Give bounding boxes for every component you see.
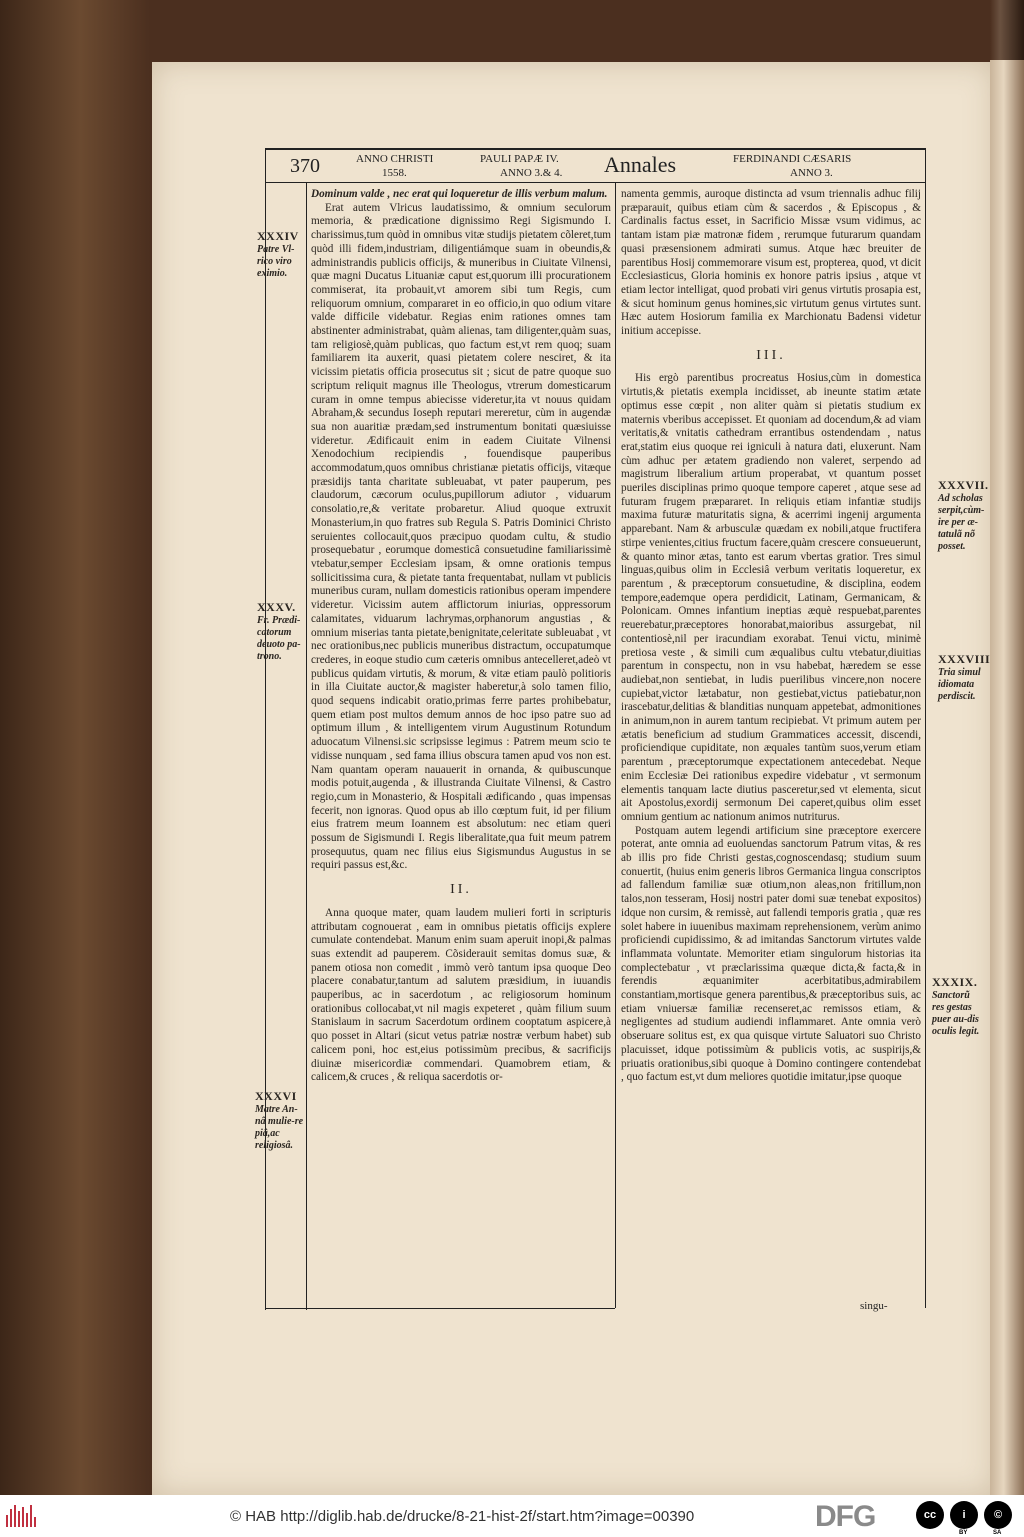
by-icon: i xyxy=(950,1501,978,1529)
paragraph-reading-saints: Postquam autem legendi artificium sine præceptore exercere poterat, ante omnia ad euoluendas sanctorum Patrum vitas, & res ab illis pro fide Christi gestas,cognoscendasq; studium suum conuertit, (huius enim generis libros Germanica lingua conscriptos ad fallendum familiæ suæ otium,non aleas,non fritillum,non talos,non tesseram, Hosij nostri pater domi suæ tenebat expositos) idque non cursim, & remissè, aut fallendi temporis gratia , quæ res solet habere in iuuenibus maximam reprehensionem, verùm animo proficiendi cupidissimo, & ad imitandas Sanctorum virtutes valde inflammata voluntate. Memoriter etiam singulorum historias ita complectebatur , vt præclarissima quæque dicta,& facta,& in ferendis æquanimiter acerbitatibus,admirabilem constantiam,mortisque genera parentibus,& præceptoribus suis, ac etiam vniuersæ familiæ recenseret,ac remissos etiam, & negligentes ad studium audiendi inflammaret. Ante omnia verò obseruare solitus est, ex qua quisque virtute Saluatori suo Christo placuisset, idque potissimùm & publicis votis, ac suspirijs,& priuatis orationibus,sibi quoque à Domino contingere contendebat , quo factum est,vt dum meliores quotidie imitatur,ipse quoque xyxy=(621,824,921,1084)
margin-note-number: XXXV. xyxy=(257,600,296,614)
margin-note-text: Ad scholas serpit,cùm-ire per æ-tatulã nõ posset. xyxy=(938,493,985,552)
margin-note-number: XXXVI xyxy=(255,1089,297,1103)
section-heading-2: II. xyxy=(450,882,472,898)
hab-logo-icon xyxy=(6,1505,36,1527)
column-divider xyxy=(615,182,616,1308)
margin-note-text: Sanctorũ res gestas puer au-dis oculis legit. xyxy=(932,990,980,1037)
paragraph-ulricus: Erat autem Vlricus laudatissimo, & omnium seculorum memoria, & prædicatione dignissimo Regi Sigismundo I. charissimus,tum quòd in omnibus vitæ studijs pietatem cõleret,tum quòd illi fidem,industriam, diligentiámque suam in obeundis,& administrandis publicis officijs, & muneribus in Ciuitate Vilnensi, quæ magni Ducatus Lituaniæ caput est,quorum illi procurationem commiserat, ita probauit,vt amorem sibi tum Regis, cum reliquorum omnium, compararet in eo officio,in quo odium vitare valde difficile videbatur. Regias enim rationes omnes tam abstinenter administrabat, quàm alienas, tam diligenter,quàm suas, tam religiosè,quàm publicas, quo factum est,vt rem quoq; suam familiarem ita auxerit, quasi pietatem colere nesciret, & ita vicissim pietatis officia prosecutus sit ; sicut de patre quoque suo scriptum reliquit magnus ille Theologus, vtrerum domesticarum curam in omne tempus abiecisse videretur,ita vt nouus quidam Abraham,& secundus Ioseph reputari mereretur, cùm in augendæ sua non auaritiæ prædam,sed instrumentum bonitati quæsiuisse videretur. Ædificauit enim in eadem Ciuitate Vilnensi Xenodochium recipiendis , fouendisque pauperibus accommodatum,quos omnibus christianæ pietatis officijs, vitæque præsidijs tanta charitate subleuabat, vt pater pauperum, pes claudorum, cæcorum oculus,pupillorum adiutor , viduarum consolatio,re,& veritate probaretur. Aliud quoque extruxit Monasterium,in quo fratres sub Regula S. Patris Dominici Christo seruientes collocauit,quos præcipuo quodam cultu, & studio prosequebatur , eorumque domesticâ consuetudine familiarissimè vtebatur,semper Ecclesiam ipsam, & omne orationis tempus sollicitissima cura, & pietate tanta frequentabat, nullam vt publicis muneribus curam, nullam domesticis rationibus operam impendere videretur. Vicissim autem afflictorum iniurias, oppressorum calamitates, viduarum lachrymas,orphanorum angustias , & omnium miserias tanta pietate,benignitate,celeritate subleuabat , vt nec orationibus,nec publicis muneribus distractum, occupatumque crederes, in eoque studio cum cæteris omnibus antecelleret,adeò vt publicus quidam virtutis, & morum, & vitæ etiam paulò politioris in illa Ciuitate auctor,& magister haberetur,à solo tamen filio, quod sequens indicabit oratio,primas ferre partes prohibebatur, quem etiam post multos demum annos de hoc ipso patre suo ad optimum illum , & intelligentem virum Augustinum Rotundum aduocatum Vilnensi.sic scripsisse legimus : Patrem meum scio te vidisse nunquam , sed fama illius obscura tamen apud vos non est. Nam quantam operam nauauerit in ornanda, & quibuscunque modis potuit,augenda , & illustranda Ciuitate Vilnensi, & Castro regio,cum in Monasterio, & Hospitali ædificando , quas impensas fecerit, non ignoras. Quod opus ab illo cœptum fuit, id per filium eius fratrem meum Ioannem est absolutum: nec etiam queri possum de Sigismundi I. Regis liberalitate,qua fuit meum patrem prosequutus, quam nec filius eius Sigismundus Augustus in se requiri passus est,&c. xyxy=(311,201,611,872)
header-anno-christi: ANNO CHRISTI xyxy=(356,153,434,165)
margin-note-text: Tria simul idiomata perdiscit. xyxy=(938,667,981,702)
page-edge xyxy=(990,60,1024,1495)
margin-note-37 xyxy=(938,478,988,553)
cc-icon: cc xyxy=(916,1501,944,1529)
margin-note-34 xyxy=(257,229,305,280)
margin-note-number: XXXIV xyxy=(257,229,299,243)
opening-italic-text: Dominum valde , nec erat qui loqueretur de illis verbum malum. xyxy=(311,188,608,200)
header-emperor-year: ANNO 3. xyxy=(790,167,833,179)
margin-note-text: Fr. Prædi-catorum deuoto pa-trono. xyxy=(257,615,301,662)
catchword: singu- xyxy=(860,1300,888,1312)
credit-link[interactable]: © HAB http://diglib.hab.de/drucke/8-21-hist-2f/start.htm?image=00390 xyxy=(230,1508,695,1525)
paragraph-ornaments: namenta gemmis, auroque distincta ad vsum triennalis adhuc filij præparauit, quibus etiam cùm & sacerdos , & Episcopus , & Cardinalis factus esset, in Sacrificio Missæ vsum vidimus, ac tantam istam piæ matronæ fidem , rerumque futurarum quandam quasi præsensionem admirati sumus. Atque hæc breuiter de parentibus Hosij commemorare visum est, propterea, quod, vt dicit Ecclesiasticus, Gloria hominis ex honore patris ipsius , atque vt etiam lector intelligat, quod probati viri genus virtutis prosapia est, & sicut hominum genus homines,sic virtutum genus virtutes sunt. Hæc autem Hosiorum familia ex Marchionatu Badensi videtur initium accepisse. xyxy=(621,188,921,338)
running-title: Annales xyxy=(604,152,677,177)
frame-right xyxy=(925,148,926,1308)
license-sa-label: SA xyxy=(993,1530,1002,1536)
dfg-logo: DFG xyxy=(815,1500,876,1533)
margin-note-38 xyxy=(938,652,991,703)
margin-note-number: XXXVIII xyxy=(938,652,991,666)
sa-icon: © xyxy=(984,1501,1012,1529)
paragraph-hosius-childhood: His ergò parentibus procreatus Hosius,cùm in domestica virtutis,& pietatis exempla incidisset, ab ineunte statim ætate optimus esse cœpit , non aliter quàm si pietatis studium ex maternis vberibus accepisset. Et quoniam ad docendum,& ad viam veritatis,& vnitatis cathedram errantibus ostendendam , natus erat,statim eius quoque rei igniculi à natura dati, eluxerunt. Nam cùm adhuc per ætatem gradiendo non valeret, serpendo ad magistrum liberalium artium properabat, vt quantum posset pueriles disciplinas primo quoque tempore caperet , atque sese ad futuram frugem præpararet. In reliquis etiam infantiæ studijs maxima futuræ maturitatis signa, & acerrimi ingenij argumenta apparebant. Nam & arbusculæ quædam ex nobili,atque fructifera stirpe venientes,citius fructum facere,quàm crescere consueuerunt, & quanto minor ætas, tanto est earum vbertas gratior. Tres simul linguas,quibus olim in Ecclesiâ verbum veritatis loqueretur, ex parentum , & præceptorum consuetudine, & disciplina, eodem tempore,eademque opera perdidicit, Latinam, Germanicam, & Polonicam. Omnes infantium ineptias æquè respuebat,parentes reuerebatur,præceptores honorabat,maioribus assurgebat, nil contentiosè,nil per iracundiam exorabat. Tenui victu, minimè pretiosa veste , & simili cum æqualibus cultu vtebatur,diuitias parentum in conspectu, non in vsu habebat, hæredem se esse audiebat,non sentiebat, in ludis puerilibus vincere,non nocere cupiebat,victor lætabatur, non gestiebat,victus patiebatur,non irascebatur,delitias & blanditias nunquam appetebat, admonitiones in animum,non in aurem tantum recipiebat. Vt primum autem per ætatis beneficium ad studium Grammatices accessit, discendi, proficiendique cupiditate, non æquales tantùm suos,verum etiam parentum , præceptorumque expectationem antecedebat. Neque enim Ecclesiæ Dei rationibus expedire videbatur , vt sermonum elementis tanquam lacte diutius pasceretur,sed vt elementa, sicut ait Apostolus,exordij sermonum Dei caperet,quibus olim esset omnium gentium ac nationum animos nutriturus. xyxy=(621,372,921,823)
section-heading-3: III. xyxy=(756,347,786,363)
margin-note-text: Matre An-nâ mulie-re piâ,ac religiosâ. xyxy=(255,1104,304,1151)
license-by-label: BY xyxy=(959,1530,968,1536)
paragraph-anna: Anna quoque mater, quam laudem mulieri forti in scripturis attributam cognouerat , eam in omnibus pietatis officijs explere cumulate contendebat. Manum enim suam aperuit inopi,& palmas suas extendit ad pauperem. Cõsiderauit semitas domus suæ, & panem otiosa non comedit , immò verò tantum ipsa quoque Deo placere conabatur,tantum ad salutem præsidium, in iuuandis pauperibus, ac in sacerdotum , ac religiosorum hominum orationibus collocabat,vt nil magis expeteret , quàm filium suum Stanislaum in sacrum Sacerdotum ordinem cooptatum aspicere,à quo posset in Altari (sicut vetus patriæ nostræ verbum habet) sub calicem poni, hoc est,eius potissimùm precibus, & sacrificijs diuinæ misericordiæ commendari. Quamobrem etiam, & calicem,& cruces , & reliqua sacerdotis or- xyxy=(311,906,611,1084)
frame-left-inner xyxy=(306,182,307,1310)
header-pope-year: ANNO 3.& 4. xyxy=(500,167,563,179)
margin-note-number: XXXIX. xyxy=(932,975,978,989)
header-rule-bottom xyxy=(265,182,925,183)
margin-note-text: Patre Vl-rico viro eximio. xyxy=(257,244,295,279)
right-text-column xyxy=(621,188,921,1085)
margin-note-35 xyxy=(257,600,305,663)
margin-note-39 xyxy=(932,975,984,1038)
frame-bottom xyxy=(265,1308,615,1309)
page-number: 370 xyxy=(290,155,320,177)
footer-bar xyxy=(0,1495,1024,1537)
header-rule-top xyxy=(265,148,925,150)
margin-note-36 xyxy=(255,1089,305,1152)
header-year: 1558. xyxy=(382,167,407,179)
header-pope: PAULI PAPÆ IV. xyxy=(480,153,559,165)
left-text-column xyxy=(311,188,611,1085)
margin-note-number: XXXVII. xyxy=(938,478,989,492)
header-emperor: FERDINANDI CÆSARIS xyxy=(733,153,852,165)
